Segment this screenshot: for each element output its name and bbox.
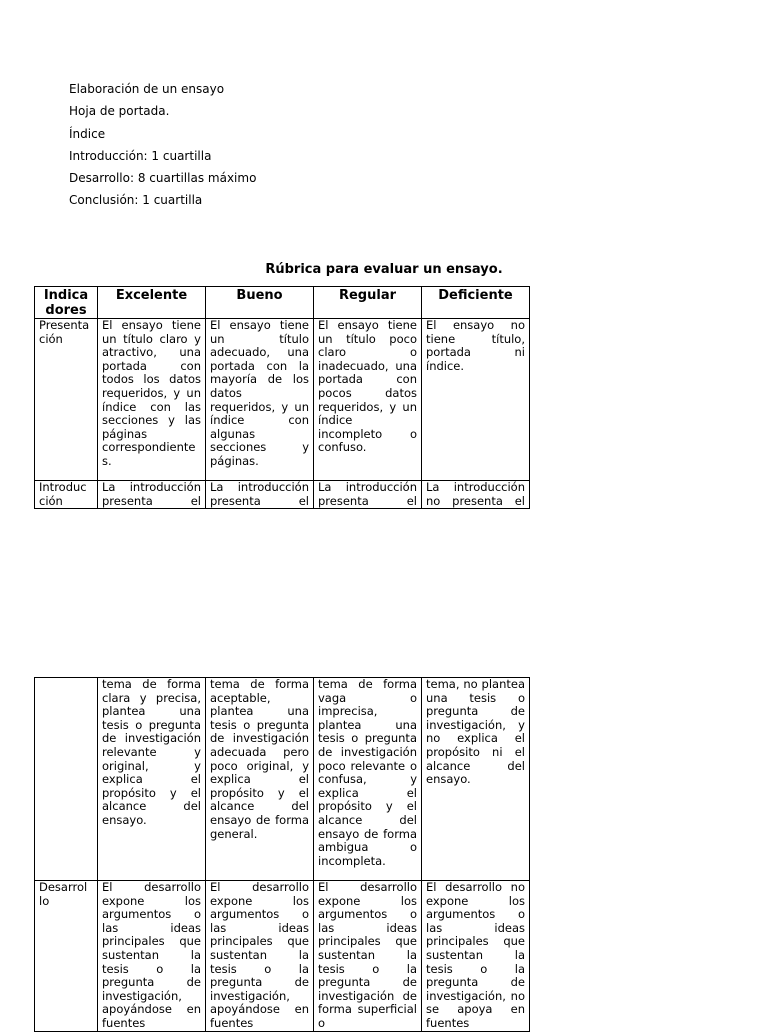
table-cell: El desarrollo expone los argumentos o las ideas principales que sustentan la tesis o la pregunta de investigación, apoyándose en fuentes (206, 881, 314, 1032)
rubric-title (0, 262, 768, 277)
table-cell: El ensayo tiene un título claro y atractivo, una portada con todos los datos requeridos, y un índice con las secciones y las páginas correspondiente s. (98, 319, 206, 481)
header-row (35, 287, 530, 319)
row-indicator: Desarrol lo (35, 881, 98, 1032)
rubric-table-page2 (34, 677, 530, 1032)
intro-line-conclusion: Conclusión: 1 cuartilla (69, 193, 203, 208)
intro-line-introduction: Introducción: 1 cuartilla (69, 148, 212, 163)
table-cell: El ensayo tiene un título poco claro o inadecuado, una portada con pocos datos requeridos, y un índice incompleto o confuso. (314, 319, 422, 481)
table-cell: La introducción presenta el (98, 481, 206, 509)
intro-list (69, 80, 256, 214)
table-cell: El desarrollo expone los argumentos o las ideas principales que sustentan la tesis o la pregunta de investigación, apoyándose en fuentes (98, 881, 206, 1032)
table-cell: La introducción presenta el (314, 481, 422, 509)
table-row (35, 678, 530, 881)
header-deficient: Deficiente (422, 287, 530, 319)
table-cell: tema de forma vaga o imprecisa, plantea una tesis o pregunta de investigación poco relevante o confusa, y explica el propósito y el alcance del ensayo de forma ambigua o incompleta. (314, 678, 422, 881)
table-cell: El desarrollo expone los argumentos o las ideas principales que sustentan la tesis o la pregunta de investigación de forma superficial o (314, 881, 422, 1032)
intro-line-essay: Elaboración de un ensayo (69, 82, 225, 96)
row-indicator: Introduc ción (35, 481, 98, 509)
intro-line-cover: Hoja de portada. (69, 104, 170, 119)
table-cell: La introducción presenta el (206, 481, 314, 509)
row-indicator (35, 678, 98, 881)
header-good: Bueno (206, 287, 314, 319)
table-row (35, 881, 530, 1032)
header-excellent: Excelente (98, 287, 206, 319)
table-cell: La introducción no presenta el (422, 481, 530, 509)
table-cell: El ensayo tiene un título adecuado, una portada con la mayoría de los datos requeridos, y un índice con algunas secciones y páginas. (206, 319, 314, 481)
table-cell: tema, no plantea una tesis o pregunta de investigación, y no explica el propósito ni el alcance del ensayo. (422, 678, 530, 881)
header-indicators: Indica dores (35, 287, 98, 319)
table-cell: tema de forma clara y precisa, plantea una tesis o pregunta de investigación relevante y original, y explica el propósito y el alcance del ensayo. (98, 678, 206, 881)
table-cell: El ensayo no tiene título, portada ni índice. (422, 319, 530, 481)
rubric-table-page1 (34, 286, 530, 509)
intro-line-index: Índice (69, 126, 106, 141)
table-row (35, 319, 530, 481)
row-indicator: Presenta ción (35, 319, 98, 481)
intro-line-development: Desarrollo: 8 cuartillas máximo (69, 171, 257, 186)
header-regular: Regular (314, 287, 422, 319)
table-cell: El desarrollo no expone los argumentos o las ideas principales que sustentan la tesis o la pregunta de investigación, no se apoya en fuentes (422, 881, 530, 1032)
table-row (35, 481, 530, 509)
table-cell: tema de forma aceptable, plantea una tesis o pregunta de investigación adecuada pero poco original, y explica el propósito y el alcance del ensayo de forma general. (206, 678, 314, 881)
rubric-title-text: Rúbrica para evaluar un ensayo. (265, 262, 503, 277)
